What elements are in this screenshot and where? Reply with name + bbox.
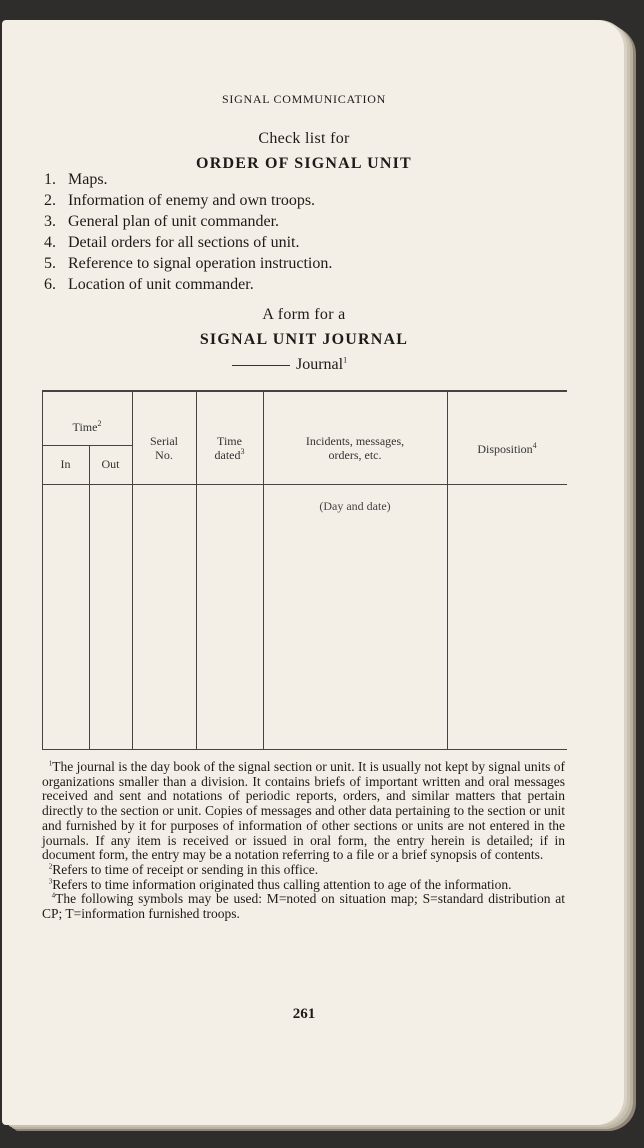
item-text: General plan of unit commander. [68, 213, 280, 230]
item-text: Location of unit commander. [68, 276, 254, 293]
footnote-text: The journal is the day book of the signal section or unit. It is usually not kept by signal units of organizations smaller than a division. It contains briefs of important written and oral messages received and sent and notations of periodic reports, orders, and similar matters that pertain directly to the section or unit. Copies of messages and other data pertaining to the section or unit and furnished by it for purposes of information of other sections or units are not entered in the journals. If any item is received or issued in oral form, the entry herein is detailed; if in document form, the entry may be a notation referring to a file or a brief synopsis of contents. [42, 759, 566, 863]
footnote-number: 4 [51, 891, 56, 900]
table-top-rule [42, 390, 567, 392]
disposition-label: Disposition [477, 442, 533, 456]
item-number: 1. [44, 171, 56, 188]
footnote [42, 878, 565, 893]
time-header [42, 420, 132, 434]
disposition-header [447, 442, 567, 456]
footnote-ref: 1 [343, 355, 348, 365]
journal-title [232, 356, 347, 374]
footnotes [42, 760, 565, 922]
footnote [42, 863, 565, 878]
footnote-number: 2 [48, 862, 53, 871]
incidents-header [263, 434, 447, 462]
checklist-item [44, 253, 332, 274]
item-text: Detail orders for all sections of unit. [68, 234, 300, 251]
serial-header-line1: Serial [150, 434, 178, 448]
form-heading: SIGNAL UNIT JOURNAL [199, 331, 409, 348]
serial-header-line2: No. [155, 448, 173, 462]
item-number: 6. [44, 276, 56, 293]
footnote-text: Refers to time information originated thus calling attention to age of the information. [52, 876, 512, 892]
page-number: 261 [292, 1006, 316, 1022]
item-text: Reference to signal operation instruction. [68, 255, 333, 272]
footnote-text: Refers to time of receipt or sending in this office. [52, 861, 319, 877]
item-number: 4. [44, 234, 56, 251]
form-intro: A form for a [262, 306, 346, 323]
incidents-line1: Incidents, messages, [305, 434, 405, 448]
day-and-date-placeholder: (Day and date) [319, 499, 391, 513]
table-bottom-rule [42, 749, 567, 750]
journal-table [42, 390, 567, 750]
checklist [44, 169, 332, 295]
item-text: Maps. [68, 171, 108, 188]
journal-label: Journal [296, 356, 344, 373]
time-header-label: Time [72, 420, 98, 434]
col-rule [42, 390, 43, 750]
footnote-ref: 3 [240, 447, 245, 456]
item-number: 3. [44, 213, 56, 230]
running-head: SIGNAL COMMUNICATION [222, 92, 386, 106]
item-text: Information of enemy and own troops. [68, 192, 316, 209]
incidents-line2: orders, etc. [328, 448, 382, 462]
blank-rule [232, 365, 290, 366]
footnote-text: The following symbols may be used: M=noted on situation map; S=standard distribution at CP; T=information furnished troops. [42, 891, 566, 922]
checklist-item [44, 169, 332, 190]
footnote [42, 892, 565, 921]
item-number: 5. [44, 255, 56, 272]
checklist-item [44, 232, 332, 253]
col-rule [89, 445, 90, 750]
footnote-ref: 4 [532, 441, 537, 450]
footnote-number: 3 [48, 877, 53, 886]
checklist-heading: ORDER OF SIGNAL UNIT [196, 155, 412, 172]
in-header: In [60, 457, 71, 471]
serial-header [132, 434, 196, 462]
book-page [2, 20, 624, 1125]
time-dated-line2: dated [214, 448, 241, 462]
time-dated-header [196, 434, 263, 462]
footnote [42, 760, 565, 863]
checklist-item [44, 274, 332, 295]
header-bottom-rule [42, 484, 567, 485]
checklist-item [44, 190, 332, 211]
footnote-ref: 2 [97, 419, 102, 428]
footnote-number: 1 [48, 759, 53, 768]
time-split-rule [42, 445, 132, 446]
time-dated-line1: Time [217, 434, 242, 448]
item-number: 2. [44, 192, 56, 209]
out-header: Out [101, 457, 120, 471]
checklist-item [44, 211, 332, 232]
checklist-title: Check list for [258, 130, 350, 147]
